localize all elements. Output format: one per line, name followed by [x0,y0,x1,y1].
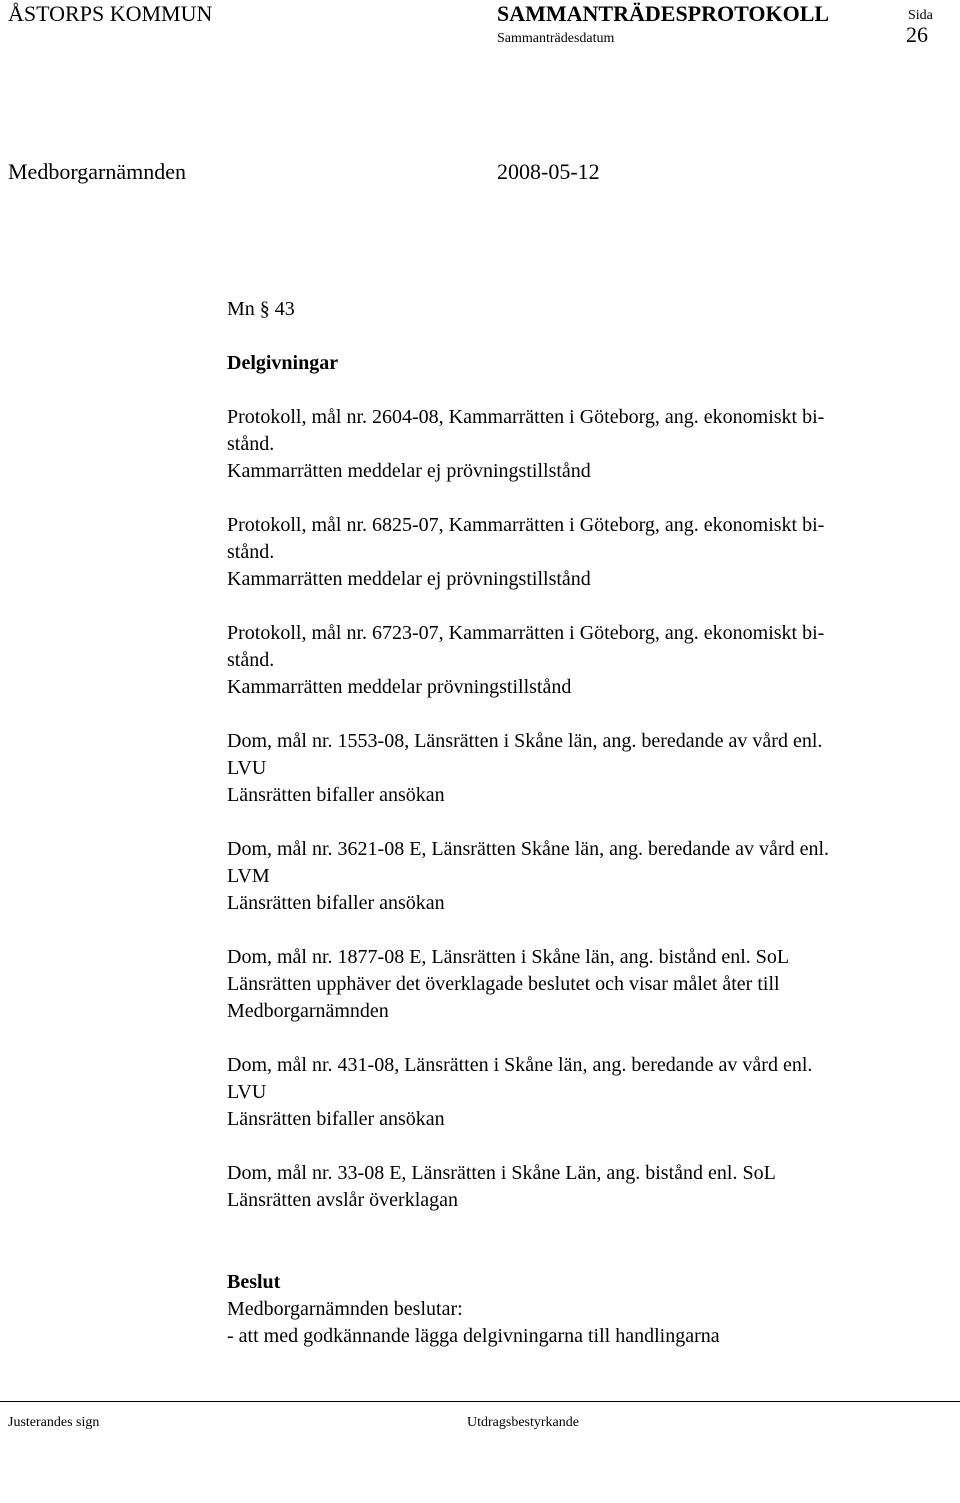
notification-item [227,944,927,1025]
decision-text: - att med godkännande lägga delgivningarna till handlingarna [227,1325,720,1347]
item-result: Medborgarnämnden [227,1000,389,1022]
notification-item [227,728,927,809]
document-body [227,296,927,1350]
certification-label: Utdragsbestyrkande [467,1415,579,1430]
item-result: Länsrätten avslår överklagan [227,1189,459,1211]
item-line: Dom, mål nr. 3621-08 E, Länsrätten Skåne län, ang. beredande av vård enl. [227,838,830,860]
item-line: Dom, mål nr. 431-08, Länsrätten i Skåne län, ang. beredande av vård enl. [227,1054,813,1076]
organization-name: ÅSTORPS KOMMUN [8,1,213,26]
item-result: Länsrätten upphäver det överklagade beslutet och visar målet åter till [227,973,780,995]
item-result: Kammarrätten meddelar prövningstillstånd [227,676,572,698]
item-line: Dom, mål nr. 33-08 E, Länsrätten i Skåne Län, ang. bistånd enl. SoL [227,1162,776,1184]
item-result: Kammarrätten meddelar ej prövningstillstånd [227,460,591,482]
footer-divider [0,1401,960,1402]
page-label: Sida [908,8,933,23]
committee-name: Medborgarnämnden [8,159,186,184]
decision-heading: Beslut [227,1271,281,1293]
item-line: stånd. [227,433,275,455]
item-line: Protokoll, mål nr. 2604-08, Kammarrätten i Göteborg, ang. ekonomiskt bi- [227,406,825,428]
meeting-date: 2008-05-12 [497,159,600,184]
item-result: Länsrätten bifaller ansökan [227,784,445,806]
notification-item [227,836,927,917]
item-line: LVU [227,1081,267,1103]
item-line: stånd. [227,649,275,671]
decision-intro: Medborgarnämnden beslutar: [227,1298,463,1320]
notification-item [227,620,927,701]
decision-section [227,1269,927,1350]
item-line: stånd. [227,541,275,563]
item-line: Dom, mål nr. 1553-08, Länsrätten i Skåne län, ang. beredande av vård enl. [227,730,823,752]
section-title-text: Delgivningar [227,352,339,374]
item-line: LVM [227,865,270,887]
item-line: Dom, mål nr. 1877-08 E, Länsrätten i Skåne län, ang. bistånd enl. SoL [227,946,790,968]
item-line: LVU [227,757,267,779]
meeting-date-label: Sammanträdesdatum [497,31,615,46]
item-result: Kammarrätten meddelar ej prövningstillstånd [227,568,591,590]
notification-item [227,1052,927,1133]
page-number: 26 [906,22,928,47]
notification-item [227,512,927,593]
notification-item [227,404,927,485]
item-result: Länsrätten bifaller ansökan [227,1108,445,1130]
item-result: Länsrätten bifaller ansökan [227,892,445,914]
section-number: Mn § 43 [227,298,295,320]
signature-label: Justerandes sign [8,1415,100,1430]
item-line: Protokoll, mål nr. 6723-07, Kammarrätten i Göteborg, ang. ekonomiskt bi- [227,622,825,644]
document-type: SAMMANTRÄDESPROTOKOLL [497,1,830,26]
item-line: Protokoll, mål nr. 6825-07, Kammarrätten i Göteborg, ang. ekonomiskt bi- [227,514,825,536]
section-title [227,350,927,377]
notification-item [227,1160,927,1214]
